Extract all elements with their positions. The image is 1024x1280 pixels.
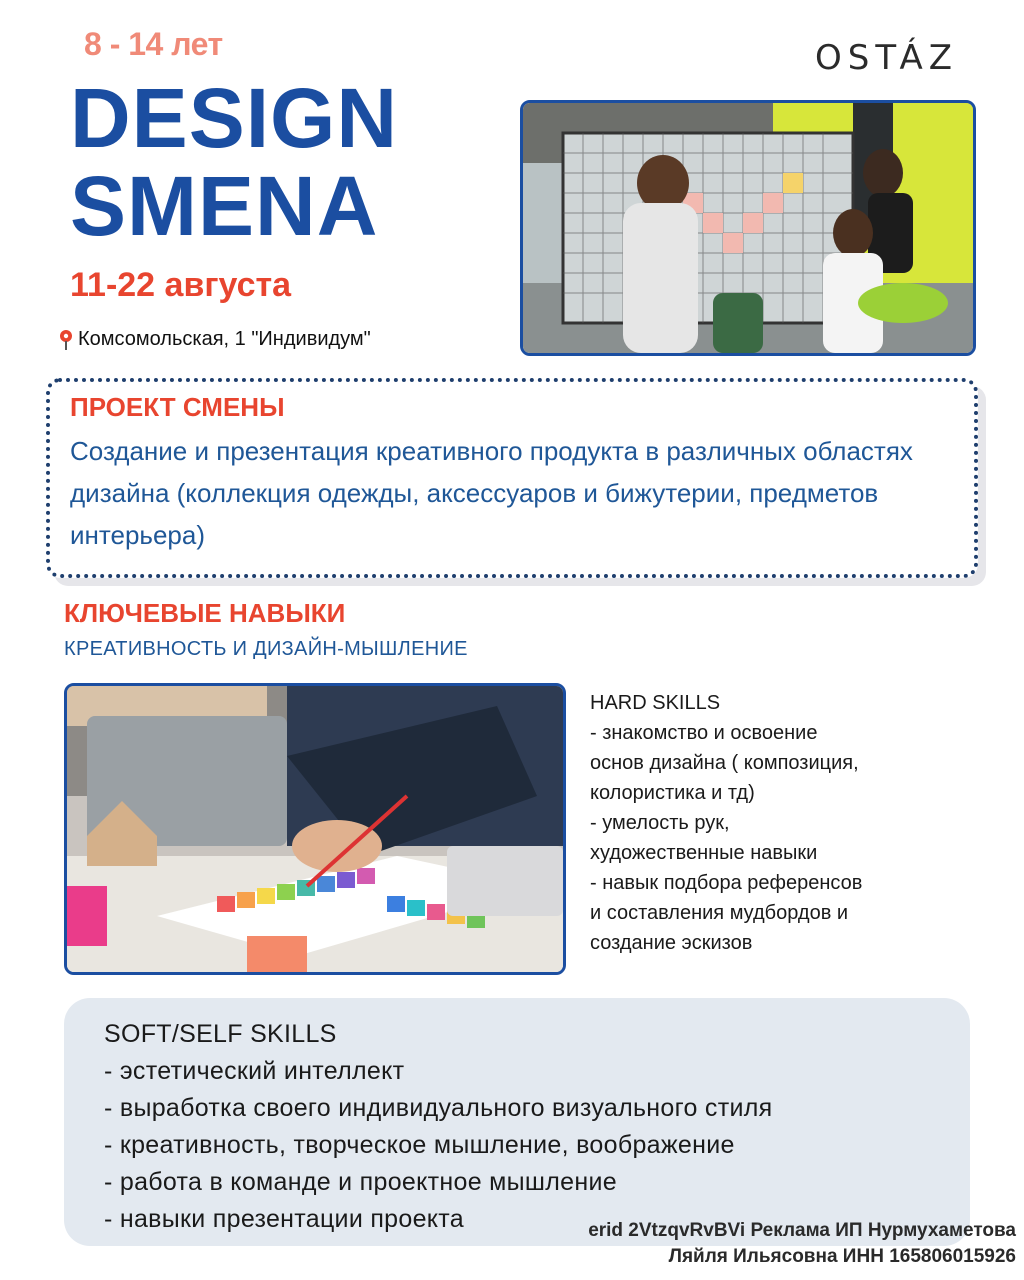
ad-line-1: erid 2VtzqvRvBVi Реклама ИП Нурмухаметова [588,1220,1016,1241]
address-text: Комсомольская, 1 "Индивидум" [78,328,371,350]
brand-logo: OSTÁZ [814,38,958,78]
list-item: - выработка своего индивидуального визуального стиля [104,1094,773,1122]
list-item: - умелость рук, [590,812,730,834]
list-item: создание эскизов [590,932,753,954]
ad-line-2: Ляйля Ильясовна ИНН 165806015926 [668,1246,1016,1267]
list-item: - знакомство и освоение [590,722,818,744]
list-item: - навыки презентации проекта [104,1205,464,1233]
list-item: - навык подбора референсов [590,872,863,894]
key-skills-subtitle: КРЕАТИВНОСТЬ И ДИЗАЙН-МЫШЛЕНИЕ [64,638,468,660]
ad-disclaimer [588,1218,1016,1270]
list-item: - эстетический интеллект [104,1057,405,1085]
title-line-2: SMENA [70,159,379,253]
project-title: ПРОЕКТ СМЕНЫ [70,392,285,422]
list-item: художественные навыки [590,842,818,864]
dates: 11-22 августа [70,266,292,304]
hard-skills-heading: HARD SKILLS [590,692,721,714]
list-item: и составления мудбордов и [590,902,849,924]
soft-skills-heading: SOFT/SELF SKILLS [104,1020,337,1048]
hard-skills-list [590,688,950,958]
photo-designer-swatches [64,683,566,975]
title-line-1: DESIGN [70,71,399,165]
address [58,328,371,351]
location-pin-icon [58,329,74,351]
photo-kids-pixel-wall [520,100,976,356]
key-skills-title: КЛЮЧЕВЫЕ НАВЫКИ [64,598,346,628]
soft-skills-list [104,1016,772,1238]
project-description: Создание и презентация креативного продукта в различных областях дизайна (коллекция одежды, аксессуаров и бижутерии, предметов интерьера) [70,436,913,550]
age-range: 8 - 14 лет [84,26,223,62]
list-item: колористика и тд) [590,782,755,804]
list-item: основ дизайна ( композиция, [590,752,859,774]
list-item: - креативность, творческое мышление, воображение [104,1131,735,1159]
list-item: - работа в команде и проектное мышление [104,1168,617,1196]
